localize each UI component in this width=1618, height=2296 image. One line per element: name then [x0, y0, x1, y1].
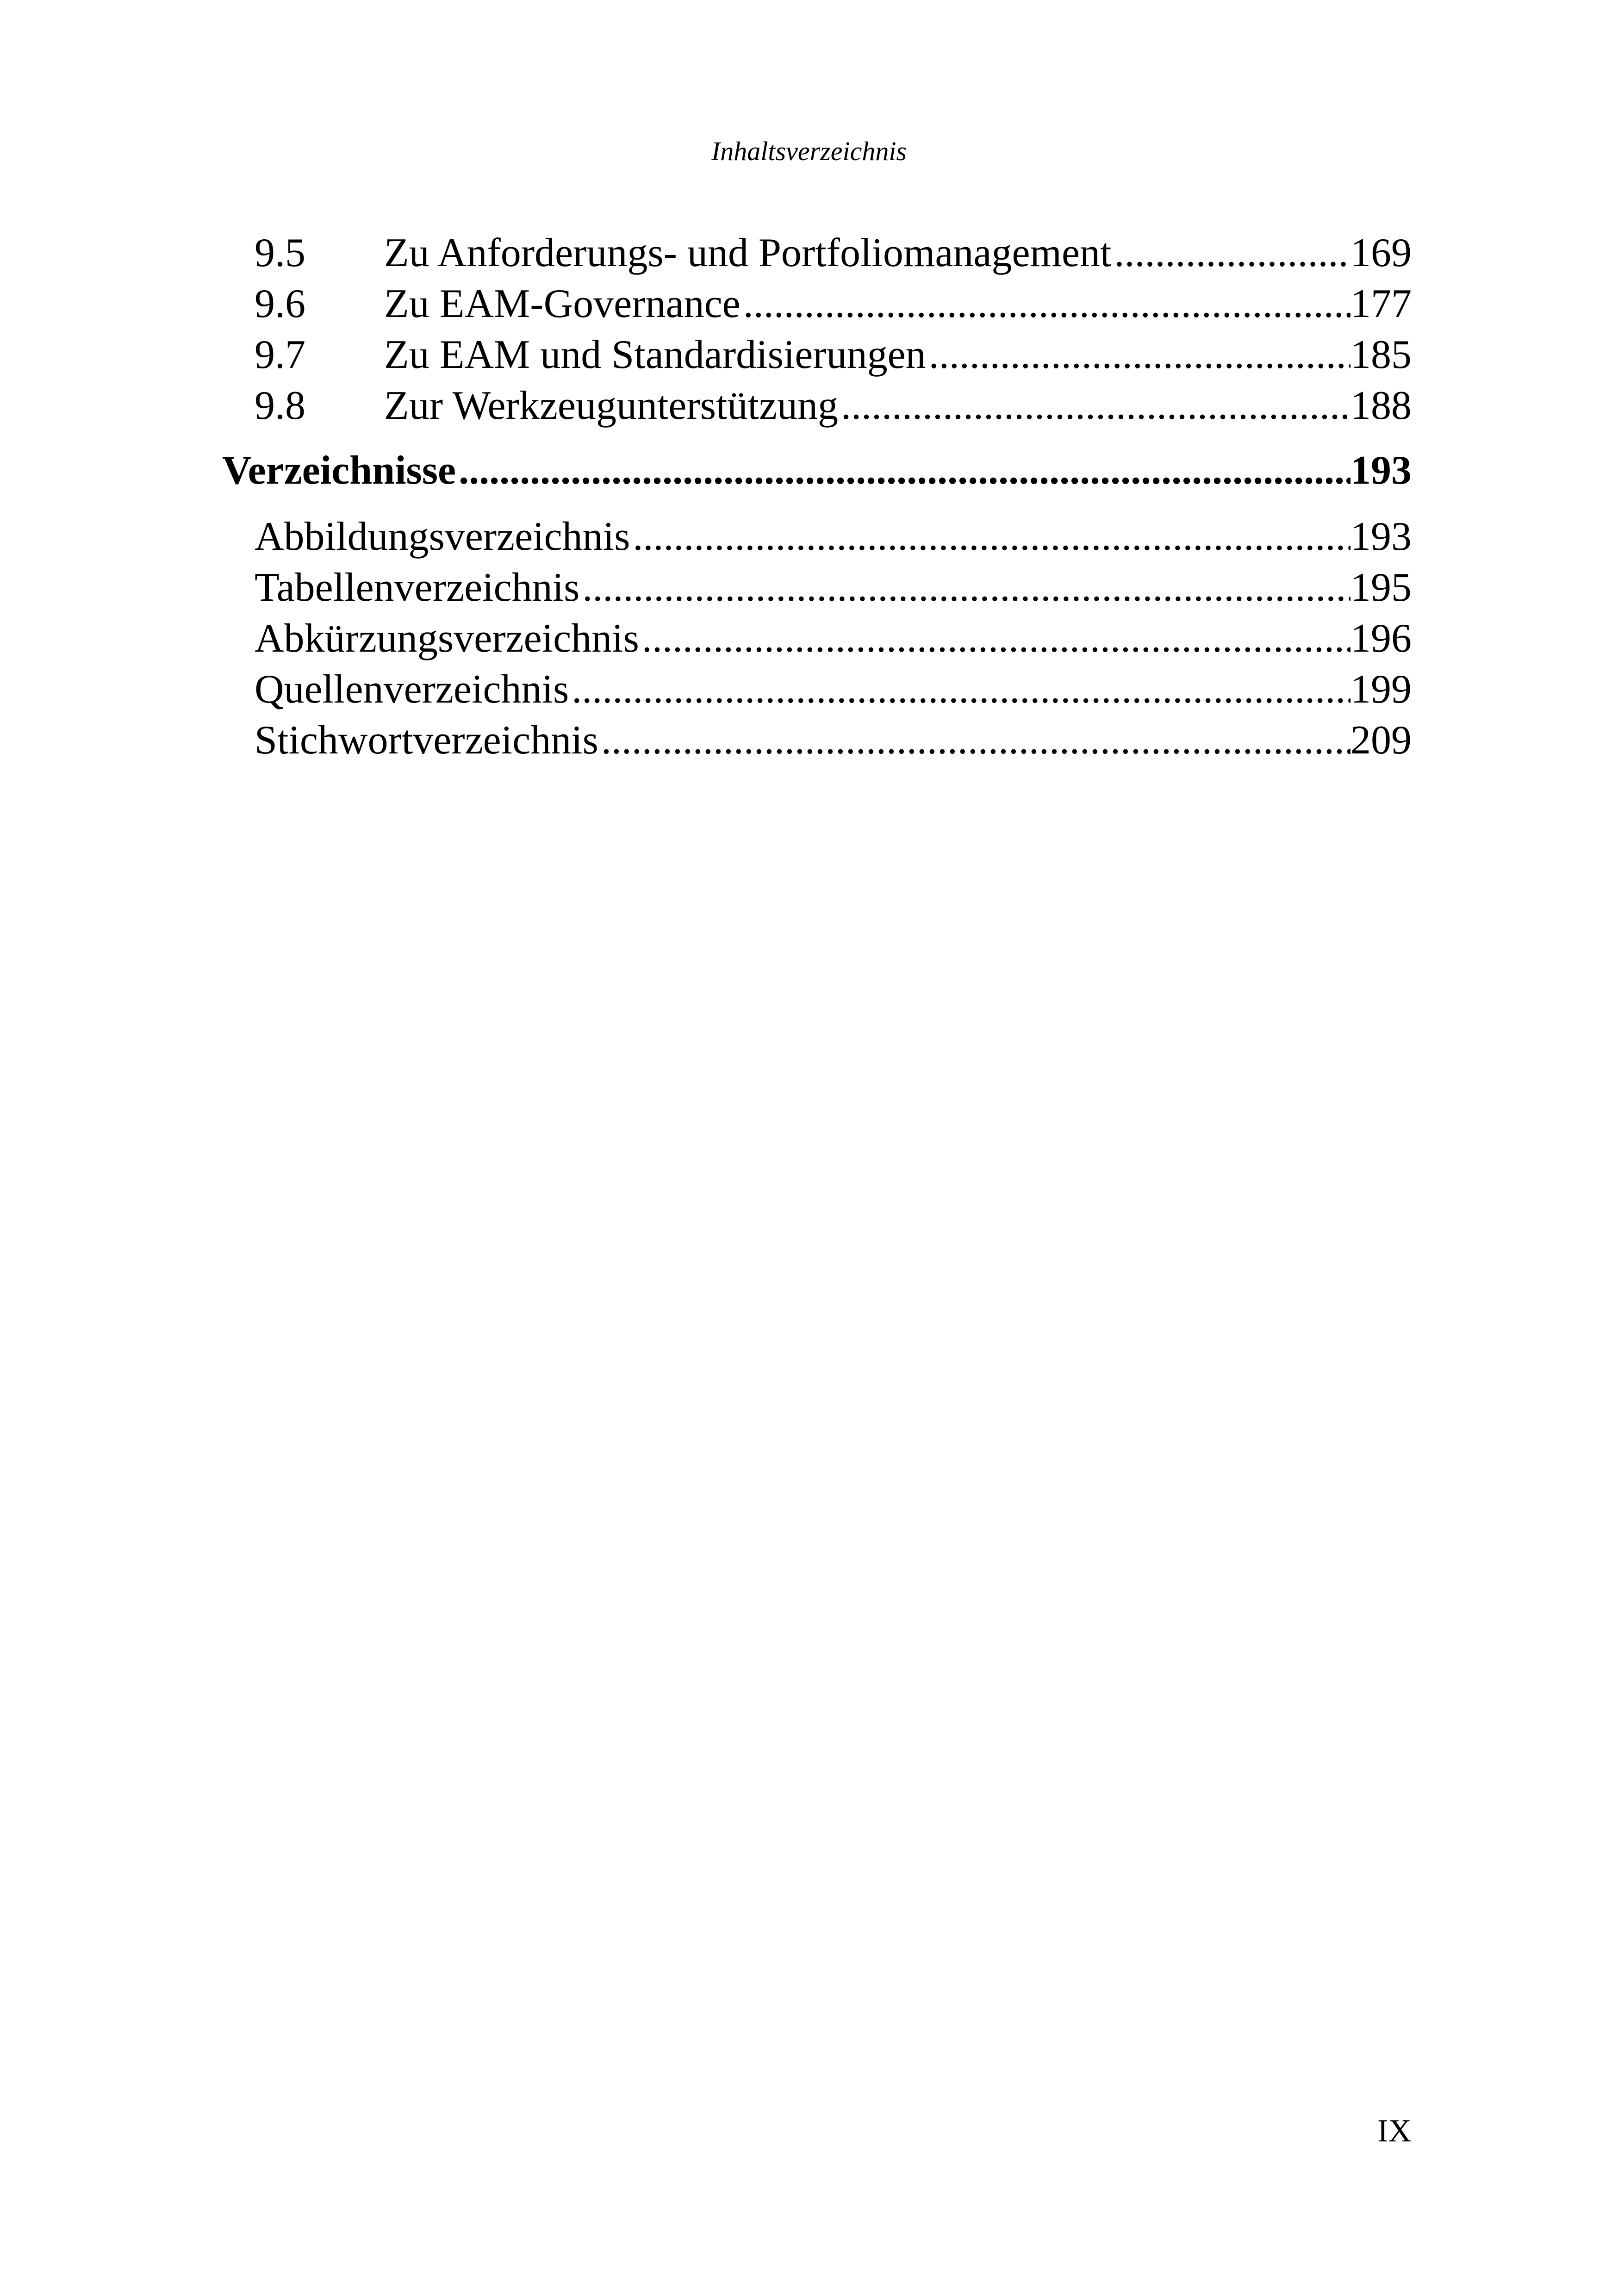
toc-entry-stichwortverzeichnis[interactable] [255, 715, 1412, 766]
toc-entry-number: 9.8 [255, 383, 305, 428]
toc-chapter-verzeichnisse[interactable] [222, 445, 1412, 496]
running-header: Inhaltsverzeichnis [711, 136, 907, 166]
toc-entry-number: 9.5 [255, 230, 305, 275]
toc-entry-page: 185 [1350, 332, 1412, 377]
toc-entry-number: 9.6 [255, 281, 305, 326]
toc-entry-9-5[interactable] [255, 228, 1412, 279]
toc-entry-page: 188 [1350, 383, 1412, 428]
toc-entry-page: 169 [1350, 230, 1412, 275]
page-number: IX [1377, 2113, 1412, 2149]
toc-entry-page: 195 [1350, 565, 1412, 610]
dot-leader [929, 330, 1350, 380]
toc-entry-abkuerzungsverzeichnis[interactable] [255, 613, 1412, 664]
toc-entry-9-7[interactable] [255, 330, 1412, 380]
toc-entry-title: Zur Werkzeugunterstützung [384, 383, 838, 428]
toc-entry-title: Zu EAM und Standardisierungen [384, 332, 926, 377]
dot-leader [743, 279, 1350, 330]
toc-entry-page: 177 [1350, 281, 1412, 326]
toc-chapter-title: Verzeichnisse [222, 448, 456, 493]
toc-entry-title: Zu Anforderungs- und Portfoliomanagement [384, 230, 1112, 275]
dot-leader [459, 445, 1350, 496]
toc-entry-tabellenverzeichnis[interactable] [255, 562, 1412, 613]
dot-leader [633, 511, 1350, 562]
dot-leader [572, 664, 1350, 715]
toc-entry-9-6[interactable] [255, 279, 1412, 330]
toc-entry-number: 9.7 [255, 332, 305, 377]
toc-entry-quellenverzeichnis[interactable] [255, 664, 1412, 715]
dot-leader [601, 715, 1350, 766]
toc-entry-title: Zu EAM-Governance [384, 281, 741, 326]
toc-entry-abbildungsverzeichnis[interactable] [255, 511, 1412, 562]
dot-leader [582, 562, 1350, 613]
dot-leader [841, 380, 1350, 431]
toc-entry-9-8[interactable] [255, 380, 1412, 431]
dot-leader [1114, 228, 1350, 279]
toc-entry-title: Abbildungsverzeichnis [255, 514, 630, 559]
toc-entry-title: Stichwortverzeichnis [255, 718, 598, 763]
dot-leader [642, 613, 1350, 664]
toc-entry-title: Tabellenverzeichnis [255, 565, 580, 610]
toc-entry-page: 196 [1350, 616, 1412, 661]
toc-entry-title: Quellenverzeichnis [255, 667, 569, 712]
toc-chapter-page: 193 [1350, 448, 1412, 493]
toc-entry-page: 209 [1350, 718, 1412, 763]
toc-entry-page: 193 [1350, 514, 1412, 559]
toc-entry-page: 199 [1350, 667, 1412, 712]
toc-entry-title: Abkürzungsverzeichnis [255, 616, 639, 661]
